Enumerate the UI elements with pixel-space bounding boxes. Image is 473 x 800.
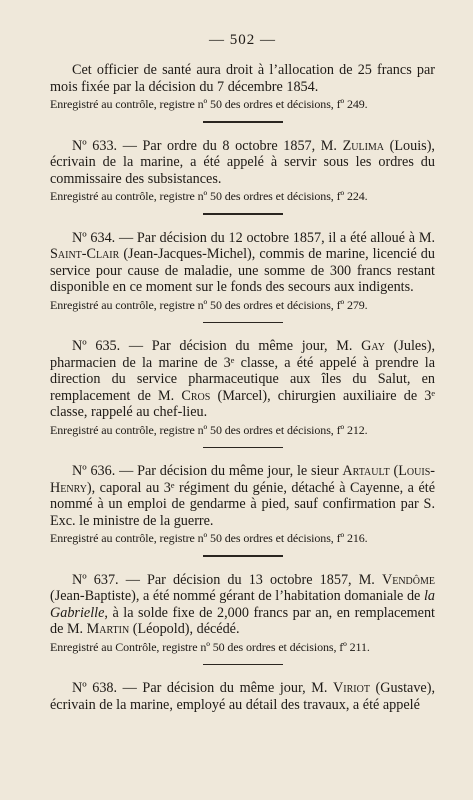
registration-line: Enregistré au contrôle, registre nº 50 des ordres et décisions, fº 216.	[50, 531, 368, 545]
entry-638	[50, 680, 435, 713]
registration-line: Enregistré au Contrôle, registre nº 50 des ordres et décisions, fº 211.	[50, 639, 370, 654]
entry-633	[50, 138, 435, 205]
separator-rule	[203, 121, 283, 123]
person-name: Viriot	[333, 680, 370, 696]
separator-rule	[203, 447, 283, 449]
person-name: Zulima	[342, 137, 385, 154]
entry-635	[50, 338, 435, 438]
person-name: Artault (Louis-Henry)	[50, 463, 435, 496]
entry-text: Nº 637. — Par décision du 13 octobre 1857, M. Vendôme (Jean-Baptiste), a été nommé gérant de l’habitation domaniale de la Gabrielle, à la solde fixe de 2,000 francs par an, en remplacement de M. Martin (Léopold), décédé.	[50, 571, 435, 637]
person-name: Cros	[181, 387, 211, 404]
entry-634	[50, 230, 435, 313]
intro-text: Cet officier de santé aura droit à l’allocation de 25 francs par mois fixée par la décision du 7 décembre 1854.	[50, 62, 435, 95]
person-name: Martin	[86, 621, 130, 637]
registration-line: Enregistré au contrôle, registre nº 50 des ordres et décisions, fº 249.	[50, 97, 368, 111]
person-name: Vendôme	[381, 571, 435, 588]
separator-rule	[203, 213, 283, 215]
registration-line: Enregistré au contrôle, registre nº 50 des ordres et décisions, fº 212.	[50, 422, 368, 437]
separator-rule	[203, 664, 283, 666]
entry-text: Nº 636. — Par décision du même jour, le sieur Artault (Louis-Henry), caporal au 3ᵉ régiment du génie, détaché à Cayenne, a été nommé à un emploi de gendarme à pied, sauf confirmation par S. Exc. le ministre de la guerre.	[50, 463, 435, 529]
estate-name: la Gabrielle	[50, 588, 435, 621]
entry-text: Nº 635. — Par décision du même jour, M. Gay (Jules), pharmacien de la marine de 3ᵉ classe, a été appelé à prendre la direction du service pharmaceutique aux îles du Salut, en remplacement de M. Cros (Marcel), chirurgien auxiliaire de 3ᵉ classe, rappelé au chef-lieu.	[50, 338, 436, 420]
separator-rule	[203, 322, 283, 324]
page-number: — 502 —	[209, 32, 276, 48]
person-name: Saint-Clair	[50, 246, 120, 262]
person-name: Gay	[361, 338, 385, 354]
registration-line: Enregistré au contrôle, registre nº 50 des ordres et décisions, fº 279.	[50, 297, 368, 312]
registration-line: Enregistré au contrôle, registre nº 50 des ordres et décisions, fº 224.	[50, 189, 368, 203]
entry-text: Nº 633. — Par ordre du 8 octobre 1857, M. Zulima (Louis), écrivain de la marine, a été appelé à servir sous les ordres du commissaire des subsistances.	[50, 137, 435, 187]
entry-636	[50, 463, 435, 546]
entry-text: Nº 634. — Par décision du 12 octobre 1857, il a été alloué à M. Saint-Clair (Jean-Jacques-Michel), commis de marine, licencié du service pour cause de maladie, une somme de 300 francs restant disponible en ce moment sur le fonds des secours aux indigents.	[50, 229, 435, 295]
intro-paragraph	[50, 62, 435, 112]
entry-637	[50, 572, 435, 655]
separator-rule	[203, 555, 283, 557]
entry-text: Nº 638. — Par décision du même jour, M. Viriot (Gustave), écrivain de la marine, employé au détail des travaux, a été appelé	[50, 680, 435, 713]
